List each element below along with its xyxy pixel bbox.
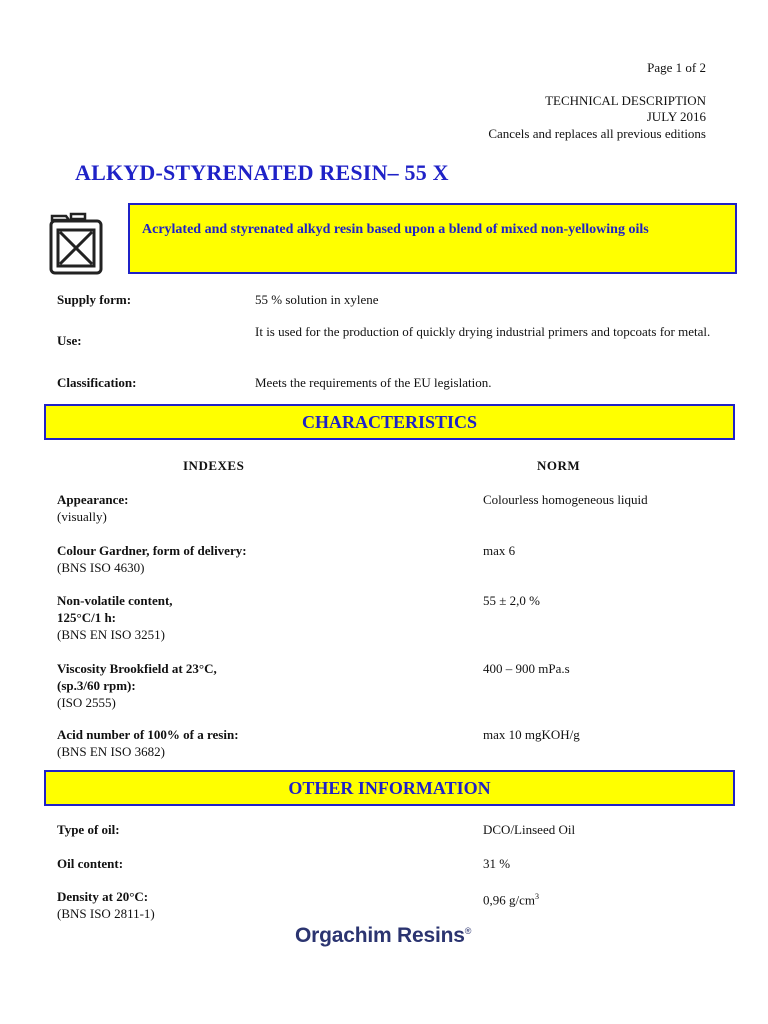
colour-gardner-norm: max 6 xyxy=(483,543,516,558)
viscosity-norm: 400 – 900 mPa.s xyxy=(483,661,570,676)
acid-number-label: Acid number of 100% of a resin: (BNS EN ISO 3682) xyxy=(57,727,239,759)
classification-label: Classification: xyxy=(57,375,137,390)
viscosity-label: Viscosity Brookfield at 23°C, (sp.3/60 rpm): (ISO 2555) xyxy=(57,661,217,710)
document-type: TECHNICAL DESCRIPTION xyxy=(545,93,706,108)
other-information-heading: OTHER INFORMATION xyxy=(44,770,735,806)
appearance-norm: Colourless homogeneous liquid xyxy=(483,492,648,507)
characteristics-heading: CHARACTERISTICS xyxy=(44,404,735,440)
acid-number-norm: max 10 mgKOH/g xyxy=(483,727,580,742)
use-value: It is used for the production of quickly drying industrial primers and topcoats for metal. xyxy=(255,324,711,339)
density-label: Density at 20°C: (BNS ISO 2811-1) xyxy=(57,889,155,921)
norm-column-header: NORM xyxy=(537,458,581,473)
non-volatile-label: Non-volatile content, 125°C/1 h: (BNS EN ISO 3251) xyxy=(57,593,173,642)
product-description: Acrylated and styrenated alkyd resin based upon a blend of mixed non-yellowing oils xyxy=(128,203,737,274)
supply-form-label: Supply form: xyxy=(57,292,132,307)
classification-value: Meets the requirements of the EU legislation. xyxy=(255,375,492,390)
oil-type-value: DCO/Linseed Oil xyxy=(483,822,576,837)
flammable-canister-icon xyxy=(44,210,114,280)
indexes-column-header: INDEXES xyxy=(183,458,245,473)
supply-form-value: 55 % solution in xylene xyxy=(255,292,379,307)
document-date: JULY 2016 xyxy=(646,109,706,124)
density-value: 0,96 $g/cm^3$ xyxy=(483,892,539,908)
edition-note: Cancels and replaces all previous editions xyxy=(488,126,706,141)
appearance-label: Appearance: (visually) xyxy=(57,492,129,524)
product-title: ALKYD-STYRENATED RESIN– 55 X xyxy=(75,160,449,185)
non-volatile-norm: 55 ± 2,0 % xyxy=(483,593,540,608)
company-logo: Orgachim Resins® xyxy=(295,924,472,947)
page-number: Page 1 of 2 xyxy=(647,60,706,75)
oil-content-label: Oil content: xyxy=(57,856,124,871)
use-label: Use: xyxy=(57,333,82,348)
oil-type-label: Type of oil: xyxy=(57,822,120,837)
colour-gardner-label: Colour Gardner, form of delivery: (BNS ISO 4630) xyxy=(57,543,247,575)
oil-content-value: 31 % xyxy=(483,856,511,871)
